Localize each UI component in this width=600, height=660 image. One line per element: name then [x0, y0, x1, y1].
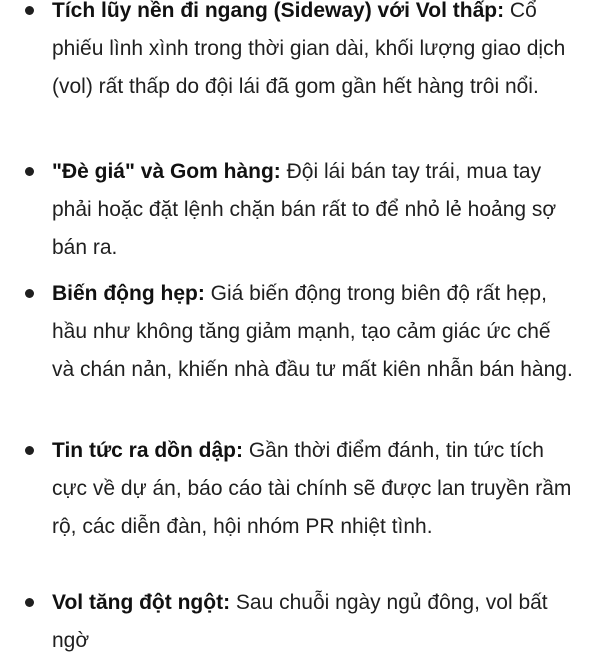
bullet-text: Giá biến động trong biên độ rất hẹp, hầu như không tăng giảm mạnh, tạo cảm giác ức chế và chán nản, khiến nhà đầu tư mất kiên nhẫn bán hàng.: [52, 282, 573, 381]
list-item-sideway: [52, 0, 574, 106]
bullet-text: Sau chuỗi ngày ngủ đông, vol bất ngờ: [52, 591, 548, 652]
bullet-title: Biến động hẹp:: [52, 282, 205, 305]
bullet-title: Tin tức ra dồn dập:: [52, 439, 243, 462]
bullet-icon: [25, 6, 34, 15]
bullet-icon: [25, 446, 34, 455]
bullet-icon: [25, 289, 34, 298]
list-item-tin-tuc: [52, 432, 574, 546]
bullet-icon: [25, 598, 34, 607]
bullet-text: Cổ phiếu lình xình trong thời gian dài, khối lượng giao dịch (vol) rất thấp do đội lái đã gom gần hết hàng trôi nổi.: [52, 0, 566, 98]
bullet-title: Tích lũy nền đi ngang (Sideway) với Vol thấp:: [52, 0, 505, 22]
list-item-vol-tang: [52, 584, 574, 660]
bullet-text: Gần thời điểm đánh, tin tức tích cực về dự án, báo cáo tài chính sẽ được lan truyền rầm rộ, các diễn đàn, hội nhóm PR nhiệt tình.: [52, 439, 572, 538]
bullet-text: Đội lái bán tay trái, mua tay phải hoặc đặt lệnh chặn bán rất to để nhỏ lẻ hoảng sợ bán ra.: [52, 160, 557, 259]
list-item-de-gia: [52, 153, 574, 267]
list-item-bien-dong-hep: [52, 275, 574, 389]
bullet-title: Vol tăng đột ngột:: [52, 591, 231, 614]
bullet-title: "Đè giá" và Gom hàng:: [52, 160, 281, 183]
bullet-icon: [25, 167, 34, 176]
